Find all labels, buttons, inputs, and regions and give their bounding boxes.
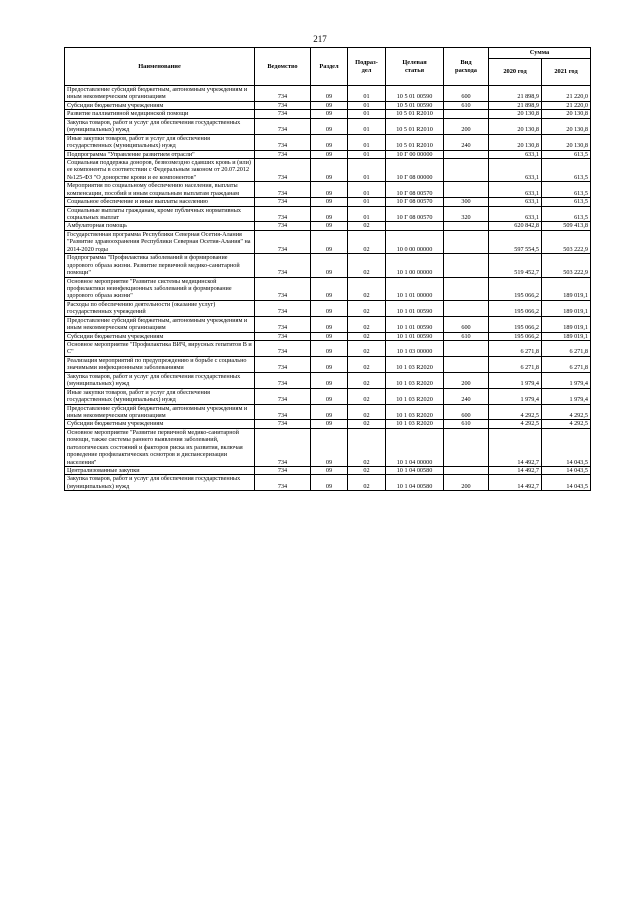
row-2021: 503 222,9 [542,230,591,253]
row-2021: 20 130,8 [542,110,591,118]
row-dept: 734 [255,230,311,253]
row-2020: 6 271,8 [489,341,542,357]
row-section: 09 [311,372,348,388]
row-2020: 4 292,5 [489,404,542,420]
table-row [65,86,591,102]
table-row [65,372,591,388]
row-name: Субсидии бюджетным учреждениям [65,420,255,428]
row-subsection: 01 [348,118,386,134]
row-section: 09 [311,356,348,372]
row-subsection: 02 [348,316,386,332]
row-section: 09 [311,467,348,475]
page-number: 217 [313,34,327,44]
row-subsection: 02 [348,388,386,404]
row-section: 09 [311,198,348,206]
row-subsection: 01 [348,86,386,102]
row-2020: 21 898,9 [489,101,542,109]
row-2020: 633,1 [489,182,542,198]
row-exp-type [444,150,489,158]
row-exp-type [444,277,489,300]
row-2021: 503 222,9 [542,254,591,277]
row-exp-type: 320 [444,206,489,222]
row-2021: 14 043,5 [542,428,591,466]
row-target: 10 1 03 R2020 [386,388,444,404]
row-dept: 734 [255,110,311,118]
row-name: Социальное обеспечение и иные выплаты населению [65,198,255,206]
header-section: Раздел [311,48,348,86]
row-dept: 734 [255,316,311,332]
table-row [65,316,591,332]
row-target: 10 0 00 00000 [386,230,444,253]
row-name: Подпрограмма "Профилактика заболеваний и формирование здорового образа жизни. Развитие первичной медико-санитарной помощи" [65,254,255,277]
table-row [65,300,591,316]
table-row [65,110,591,118]
row-dept: 734 [255,254,311,277]
row-section: 09 [311,420,348,428]
row-2020: 6 271,8 [489,356,542,372]
row-name: Субсидии бюджетным учреждениям [65,332,255,340]
table-body [65,86,591,491]
row-target: 10 5 01 00590 [386,86,444,102]
row-dept: 734 [255,182,311,198]
row-exp-type: 300 [444,198,489,206]
row-exp-type [444,341,489,357]
row-section: 09 [311,277,348,300]
row-2020: 1 979,4 [489,388,542,404]
row-exp-type: 610 [444,332,489,340]
header-dept: Ведомство [255,48,311,86]
row-2021: 1 979,4 [542,388,591,404]
row-dept: 734 [255,86,311,102]
row-exp-type: 600 [444,86,489,102]
row-target: 10 5 01 00590 [386,101,444,109]
row-name: Предоставление субсидий бюджетным, автономным учреждениям и иным некоммерческим организациям [65,404,255,420]
row-exp-type [444,428,489,466]
row-dept: 734 [255,332,311,340]
row-name: Социальные выплаты гражданам, кроме публичных нормативных социальных выплат [65,206,255,222]
table-row [65,428,591,466]
row-section: 09 [311,150,348,158]
row-name: Закупка товаров, работ и услуг для обеспечения государственных (муниципальных) нужд [65,372,255,388]
row-exp-type: 610 [444,101,489,109]
row-section: 09 [311,158,348,181]
row-target [386,222,444,230]
row-2021: 6 271,8 [542,341,591,357]
row-exp-type [444,300,489,316]
table-row [65,356,591,372]
row-2020: 195 066,2 [489,316,542,332]
row-target: 10 5 01 R2010 [386,134,444,150]
row-exp-type [444,110,489,118]
row-exp-type: 240 [444,388,489,404]
row-name: Субсидии бюджетным учреждениям [65,101,255,109]
row-dept: 734 [255,222,311,230]
row-2020: 633,1 [489,158,542,181]
row-subsection: 02 [348,356,386,372]
row-dept: 734 [255,134,311,150]
table-row [65,332,591,340]
budget-table [64,47,591,491]
table-row [65,182,591,198]
table-row [65,101,591,109]
row-dept: 734 [255,158,311,181]
row-2020: 195 066,2 [489,277,542,300]
row-2021: 20 130,8 [542,118,591,134]
row-2020: 519 452,7 [489,254,542,277]
row-dept: 734 [255,341,311,357]
row-target: 10 1 03 00000 [386,341,444,357]
row-2021: 189 019,1 [542,300,591,316]
row-2020: 20 130,8 [489,110,542,118]
row-name: Иные закупки товаров, работ и услуг для обеспечения государственных (муниципальных) нужд [65,134,255,150]
row-name: Реализация мероприятий по предупреждению и борьбе с социально значимыми инфекционными заболеваниями [65,356,255,372]
row-target: 10 Г 08 00570 [386,198,444,206]
row-dept: 734 [255,198,311,206]
row-section: 09 [311,341,348,357]
row-section: 09 [311,332,348,340]
row-target: 10 5 01 R2010 [386,110,444,118]
row-2021: 613,5 [542,206,591,222]
row-dept: 734 [255,475,311,491]
table-row [65,467,591,475]
row-name: Основное мероприятие "Развитие первичной медико-санитарной помощи, также системы раннего выявления заболеваний, патологических состояний и факторов риска их развития, включая проведение профилактических осмотров и диспансеризации населения" [65,428,255,466]
table-row [65,150,591,158]
row-2021: 1 979,4 [542,372,591,388]
row-subsection: 01 [348,101,386,109]
row-2021: 509 413,8 [542,222,591,230]
row-dept: 734 [255,300,311,316]
row-exp-type: 240 [444,134,489,150]
row-target: 10 1 04 00000 [386,428,444,466]
row-section: 09 [311,428,348,466]
row-section: 09 [311,86,348,102]
row-section: 09 [311,182,348,198]
row-dept: 734 [255,356,311,372]
row-2021: 6 271,8 [542,356,591,372]
table-row [65,341,591,357]
row-exp-type: 200 [444,118,489,134]
table-row [65,118,591,134]
header-target: Целевая статья [386,48,444,86]
row-2021: 189 019,1 [542,332,591,340]
row-2020: 20 130,8 [489,134,542,150]
row-2021: 189 019,1 [542,316,591,332]
row-dept: 734 [255,428,311,466]
header-exp-type: Вид расхода [444,48,489,86]
row-exp-type [444,182,489,198]
table-row [65,420,591,428]
row-2020: 195 066,2 [489,332,542,340]
row-target: 10 1 03 R2020 [386,356,444,372]
row-target: 10 Г 08 00570 [386,182,444,198]
row-2020: 20 130,8 [489,118,542,134]
row-subsection: 01 [348,182,386,198]
row-name: Иные закупки товаров, работ и услуг для обеспечения государственных (муниципальных) нужд [65,388,255,404]
row-name: Мероприятия по социальному обеспечению населения, выплаты компенсации, пособий и иным социальным выплатам гражданам [65,182,255,198]
row-2021: 189 019,1 [542,277,591,300]
table-row [65,388,591,404]
row-subsection: 02 [348,467,386,475]
row-exp-type: 600 [444,404,489,420]
row-target: 10 1 01 00590 [386,300,444,316]
row-target: 10 1 01 00590 [386,316,444,332]
row-2021: 613,5 [542,182,591,198]
row-2020: 1 979,4 [489,372,542,388]
row-2020: 14 492,7 [489,475,542,491]
row-name: Предоставление субсидий бюджетным, автономным учреждениям и иным некоммерческим организациям [65,86,255,102]
row-2020: 633,1 [489,150,542,158]
row-subsection: 02 [348,222,386,230]
header-name: Наименование [65,48,255,86]
row-section: 09 [311,254,348,277]
row-2021: 4 292,5 [542,420,591,428]
row-name: Предоставление субсидий бюджетным, автономным учреждениям и иным некоммерческим организациям [65,316,255,332]
table-row [65,475,591,491]
row-section: 09 [311,101,348,109]
row-exp-type [444,356,489,372]
row-name: Развитие паллиативной медицинской помощи [65,110,255,118]
row-subsection: 02 [348,341,386,357]
table-row [65,404,591,420]
header-sum: Сумма [489,48,591,59]
row-subsection: 02 [348,428,386,466]
row-section: 09 [311,475,348,491]
row-dept: 734 [255,372,311,388]
row-target: 10 1 04 00580 [386,467,444,475]
table-row [65,230,591,253]
row-target: 10 Г 00 00000 [386,150,444,158]
row-target: 10 5 01 R2010 [386,118,444,134]
row-target: 10 1 03 R2020 [386,372,444,388]
row-name: Подпрограмма "Управление развитием отрасли" [65,150,255,158]
row-2021: 14 043,5 [542,467,591,475]
row-exp-type [444,222,489,230]
row-target: 10 1 01 00000 [386,277,444,300]
row-subsection: 01 [348,206,386,222]
row-2020: 633,1 [489,198,542,206]
row-target: 10 1 03 R2020 [386,420,444,428]
row-2021: 21 220,0 [542,101,591,109]
header-2021: 2021 год [542,59,591,86]
row-section: 09 [311,222,348,230]
row-name: Централизованные закупки [65,467,255,475]
row-dept: 734 [255,150,311,158]
row-target: 10 1 04 00580 [386,475,444,491]
row-dept: 734 [255,118,311,134]
row-dept: 734 [255,101,311,109]
row-2021: 613,5 [542,198,591,206]
row-2020: 620 842,8 [489,222,542,230]
row-subsection: 02 [348,254,386,277]
row-2020: 195 066,2 [489,300,542,316]
row-section: 09 [311,134,348,150]
row-subsection: 02 [348,475,386,491]
row-exp-type: 600 [444,316,489,332]
header-subsection: Подраз- дел [348,48,386,86]
row-subsection: 01 [348,198,386,206]
row-2020: 597 554,5 [489,230,542,253]
row-target: 10 1 00 00000 [386,254,444,277]
table-row [65,277,591,300]
row-dept: 734 [255,467,311,475]
row-2021: 613,5 [542,150,591,158]
row-2020: 633,1 [489,206,542,222]
row-name: Основное мероприятие "Развитие системы медицинской профилактики неинфекционных заболеваний и формирование здорового образа жизни" [65,277,255,300]
row-2021: 20 130,8 [542,134,591,150]
row-target: 10 Г 08 00570 [386,206,444,222]
row-dept: 734 [255,388,311,404]
row-2020: 21 898,9 [489,86,542,102]
row-2021: 613,5 [542,158,591,181]
header-2020: 2020 год [489,59,542,86]
row-2021: 21 220,0 [542,86,591,102]
row-2021: 14 043,5 [542,475,591,491]
row-name: Государственная программа Республики Северная Осетия-Алания "Развитие здравоохранения Республики Северная Осетия-Алания" на 2014-2020 годы [65,230,255,253]
row-subsection: 02 [348,277,386,300]
row-dept: 734 [255,206,311,222]
row-name: Социальная поддержка доноров, безвозмездно сдавших кровь и (или) ее компоненты в соответствии с Федеральным законом от 20.07.2012 №125-ФЗ "О донорстве крови и ее компонентов" [65,158,255,181]
row-section: 09 [311,300,348,316]
row-exp-type [444,254,489,277]
table-row [65,222,591,230]
row-name: Расходы по обеспечению деятельности (оказание услуг) государственных учреждений [65,300,255,316]
table-row [65,206,591,222]
row-subsection: 02 [348,372,386,388]
row-section: 09 [311,230,348,253]
row-2020: 4 292,5 [489,420,542,428]
row-exp-type [444,467,489,475]
row-subsection: 02 [348,300,386,316]
row-section: 09 [311,110,348,118]
row-2020: 14 492,7 [489,428,542,466]
row-subsection: 01 [348,134,386,150]
row-target: 10 1 03 R2020 [386,404,444,420]
row-section: 09 [311,404,348,420]
row-subsection: 02 [348,420,386,428]
row-exp-type: 610 [444,420,489,428]
row-subsection: 01 [348,110,386,118]
row-dept: 734 [255,277,311,300]
row-exp-type: 200 [444,475,489,491]
row-name: Закупка товаров, работ и услуг для обеспечения государственных (муниципальных) нужд [65,118,255,134]
row-dept: 734 [255,404,311,420]
row-target: 10 1 01 00590 [386,332,444,340]
table-row [65,158,591,181]
row-dept: 734 [255,420,311,428]
row-2021: 4 292,5 [542,404,591,420]
row-name: Амбулаторная помощь [65,222,255,230]
row-target: 10 Г 08 00000 [386,158,444,181]
table-row [65,254,591,277]
row-section: 09 [311,118,348,134]
table-row [65,198,591,206]
row-subsection: 02 [348,230,386,253]
row-name: Основное мероприятие "Профилактика ВИЧ, вирусных гепатитов В и С" [65,341,255,357]
row-exp-type: 200 [444,372,489,388]
row-subsection: 01 [348,158,386,181]
row-2020: 14 492,7 [489,467,542,475]
row-name: Закупка товаров, работ и услуг для обеспечения государственных (муниципальных) нужд [65,475,255,491]
row-subsection: 01 [348,150,386,158]
row-section: 09 [311,206,348,222]
row-subsection: 02 [348,404,386,420]
table-row [65,134,591,150]
row-subsection: 02 [348,332,386,340]
row-exp-type [444,230,489,253]
row-section: 09 [311,388,348,404]
row-exp-type [444,158,489,181]
row-section: 09 [311,316,348,332]
